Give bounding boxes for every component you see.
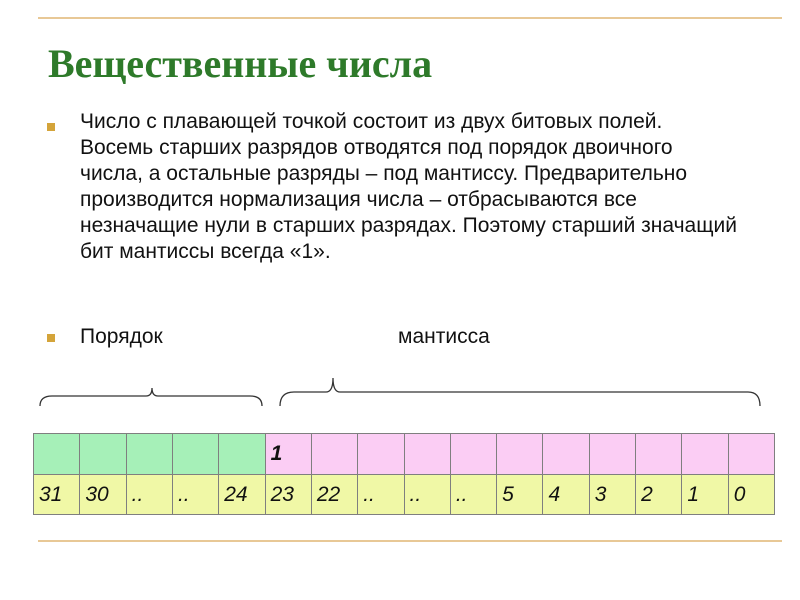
paragraph-text: Число с плавающей точкой состоит из двух битовых полей. Восемь старших разрядов отводятся под порядок двоичного числа, а остальные разряды – под мантиссу. Предварительно производится нормализация числа – отбрасываются все незначащие нули в старших разрядах. Поэтому старший значащий бит мантиссы всегда «1». [80, 110, 737, 263]
bit-index: 30 [80, 475, 126, 515]
bit-cell [404, 434, 450, 475]
bit-index: 3 [589, 475, 635, 515]
index-row [34, 475, 775, 515]
order-brace [40, 388, 262, 406]
bit-cell [728, 434, 774, 475]
bit-index: 1 [682, 475, 728, 515]
bottom-divider [38, 540, 782, 542]
bit-index: 31 [34, 475, 80, 515]
bit-cell [358, 434, 404, 475]
bit-index: 5 [497, 475, 543, 515]
bit-cell [589, 434, 635, 475]
bit-index: .. [450, 475, 496, 515]
bit-cell [497, 434, 543, 475]
bit-cell [543, 434, 589, 475]
bit-layout-table [33, 433, 775, 515]
bit-cell [682, 434, 728, 475]
bit-cell [172, 434, 218, 475]
bit-index: .. [358, 475, 404, 515]
bit-index: 0 [728, 475, 774, 515]
mantissa-brace [280, 378, 760, 406]
bit-cell [126, 434, 172, 475]
bit-index: .. [404, 475, 450, 515]
bit-cell [34, 434, 80, 475]
bit-cell [80, 434, 126, 475]
bit-index: 2 [636, 475, 682, 515]
bit-cell [311, 434, 357, 475]
bit-index: 4 [543, 475, 589, 515]
bit-cell [450, 434, 496, 475]
value-row [34, 434, 775, 475]
bit-index: 22 [311, 475, 357, 515]
bit-index: 24 [219, 475, 265, 515]
label-order: Порядок [80, 325, 163, 348]
bit-cell [636, 434, 682, 475]
bit-index: .. [126, 475, 172, 515]
slide-title: Вещественные числа [48, 41, 433, 86]
bit-cell-leading-one: 1 [265, 434, 311, 475]
bit-cell [219, 434, 265, 475]
bit-index: .. [172, 475, 218, 515]
label-mantissa: мантисса [398, 325, 490, 348]
bit-index: 23 [265, 475, 311, 515]
